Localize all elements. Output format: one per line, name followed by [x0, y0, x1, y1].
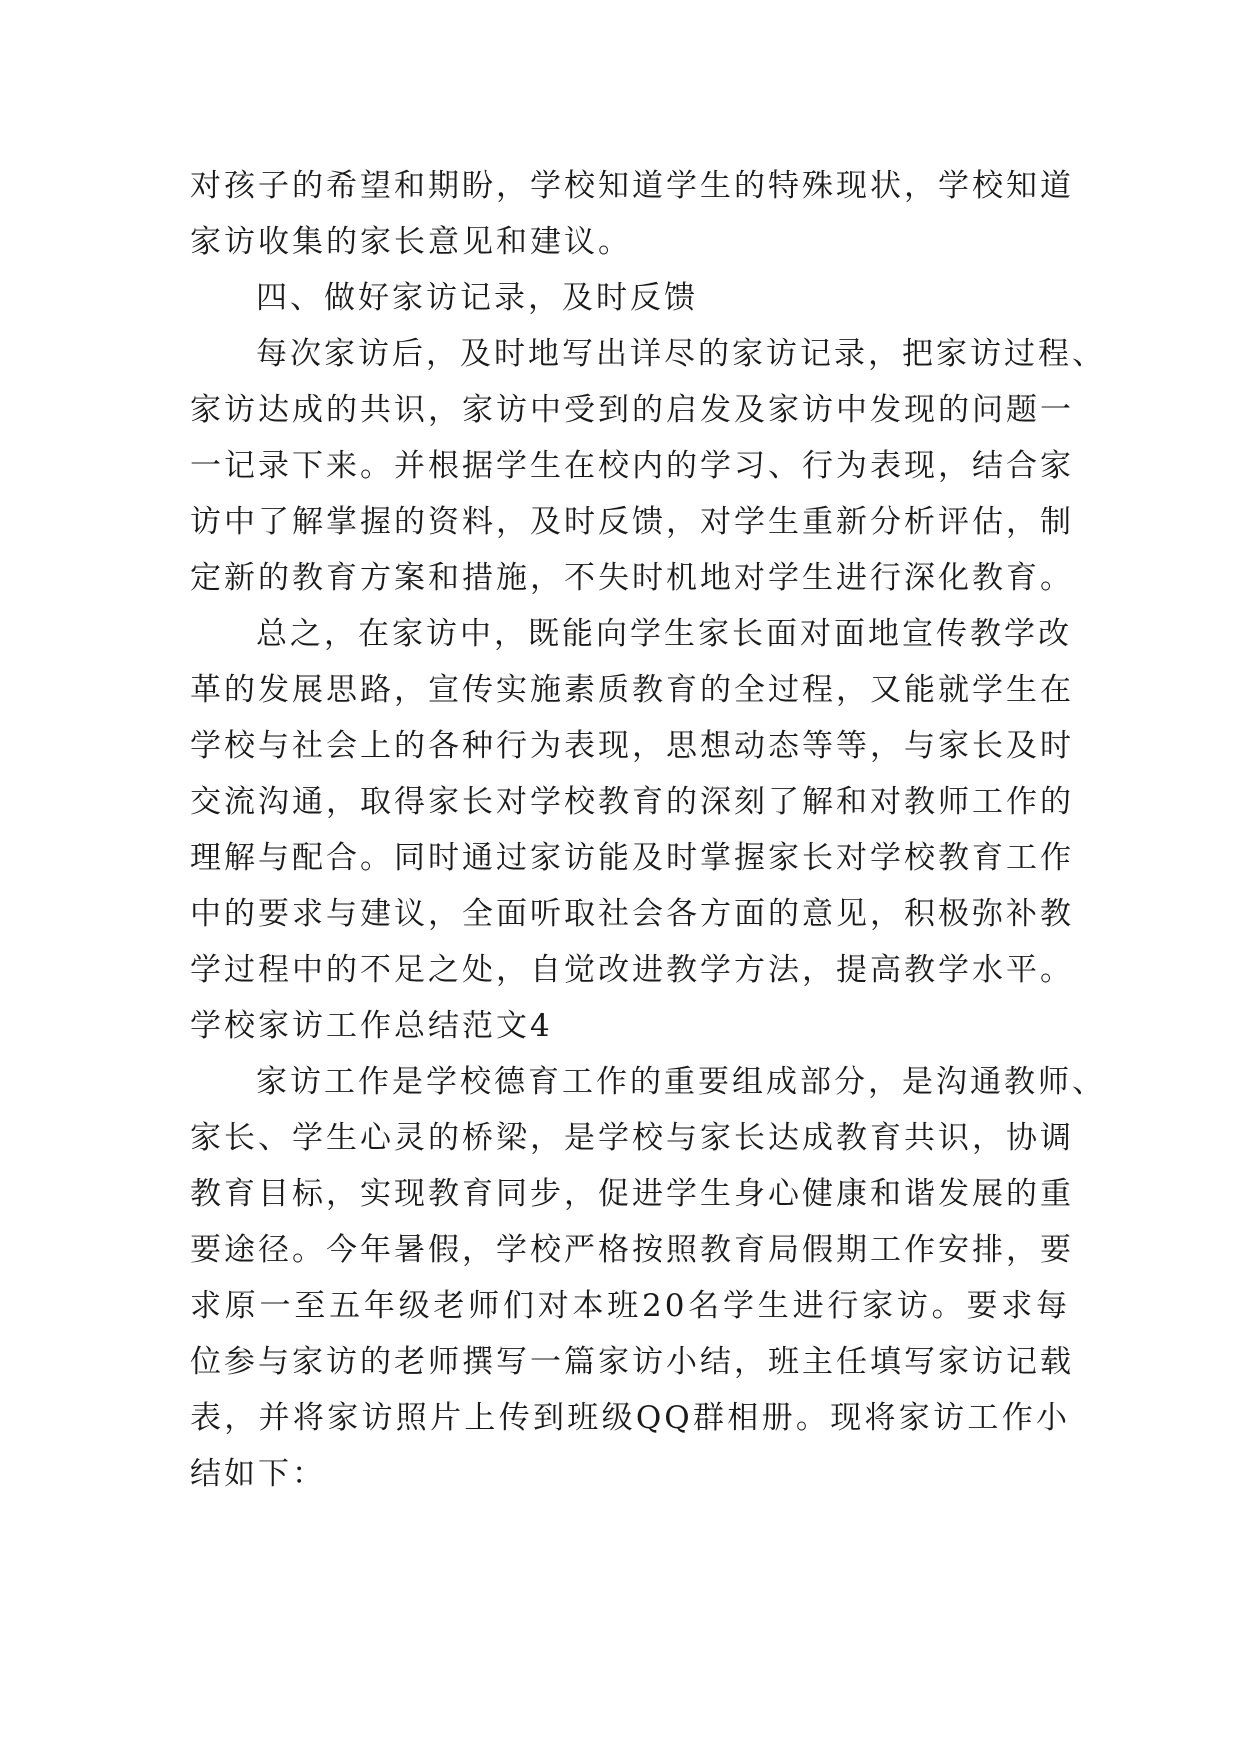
text-line: 对孩子的希望和期盼，学校知道学生的特殊现状，学校知道	[190, 168, 1074, 204]
paragraph-first-line: 每次家访后，及时地写出详尽的家访记录，把家访过程、	[256, 336, 1106, 372]
text-line: 访中了解掌握的资料，及时反馈，对学生重新分析评估，制	[190, 504, 1074, 540]
document-body	[190, 158, 1106, 1502]
text-line: 家长、学生心灵的桥梁，是学校与家长达成教育共识，协调	[190, 1120, 1074, 1156]
text-line: 革的发展思路，宣传实施素质教育的全过程，又能就学生在	[190, 672, 1074, 708]
text-line: 交流沟通，取得家长对学校教育的深刻了解和对教师工作的	[190, 784, 1074, 820]
text-line: 教育目标，实现教育同步，促进学生身心健康和谐发展的重	[190, 1176, 1074, 1212]
text-line: 结如下：	[190, 1456, 326, 1492]
text-line: 理解与配合。同时通过家访能及时掌握家长对学校教育工作	[190, 840, 1074, 876]
text-line: 学校家访工作总结范文4	[190, 1008, 553, 1044]
text-line: 家访达成的共识，家访中受到的启发及家访中发现的问题一	[190, 392, 1074, 428]
text-line: 定新的教育方案和措施，不失时机地对学生进行深化教育。	[190, 560, 1074, 596]
text-line: 位参与家访的老师撰写一篇家访小结，班主任填写家访记载	[190, 1344, 1074, 1380]
text-line: 表，并将家访照片上传到班级QQ群相册。现将家访工作小	[190, 1400, 1070, 1436]
text-line: 要途径。今年暑假，学校严格按照教育局假期工作安排，要	[190, 1232, 1074, 1268]
text-line: 一记录下来。并根据学生在校内的学习、行为表现，结合家	[190, 448, 1074, 484]
paragraph-first-line: 四、做好家访记录，及时反馈	[256, 280, 698, 316]
text-line: 中的要求与建议，全面听取社会各方面的意见，积极弥补教	[190, 896, 1074, 932]
paragraph-first-line: 总之，在家访中，既能向学生家长面对面地宣传教学改	[256, 616, 1072, 652]
text-line: 求原一至五年级老师们对本班20名学生进行家访。要求每	[190, 1288, 1070, 1324]
paragraph-first-line: 家访工作是学校德育工作的重要组成部分，是沟通教师、	[256, 1064, 1106, 1100]
text-line: 家访收集的家长意见和建议。	[190, 224, 632, 260]
text-line: 学过程中的不足之处，自觉改进教学方法，提高教学水平。	[190, 952, 1074, 988]
text-line: 学校与社会上的各种行为表现，思想动态等等，与家长及时	[190, 728, 1074, 764]
